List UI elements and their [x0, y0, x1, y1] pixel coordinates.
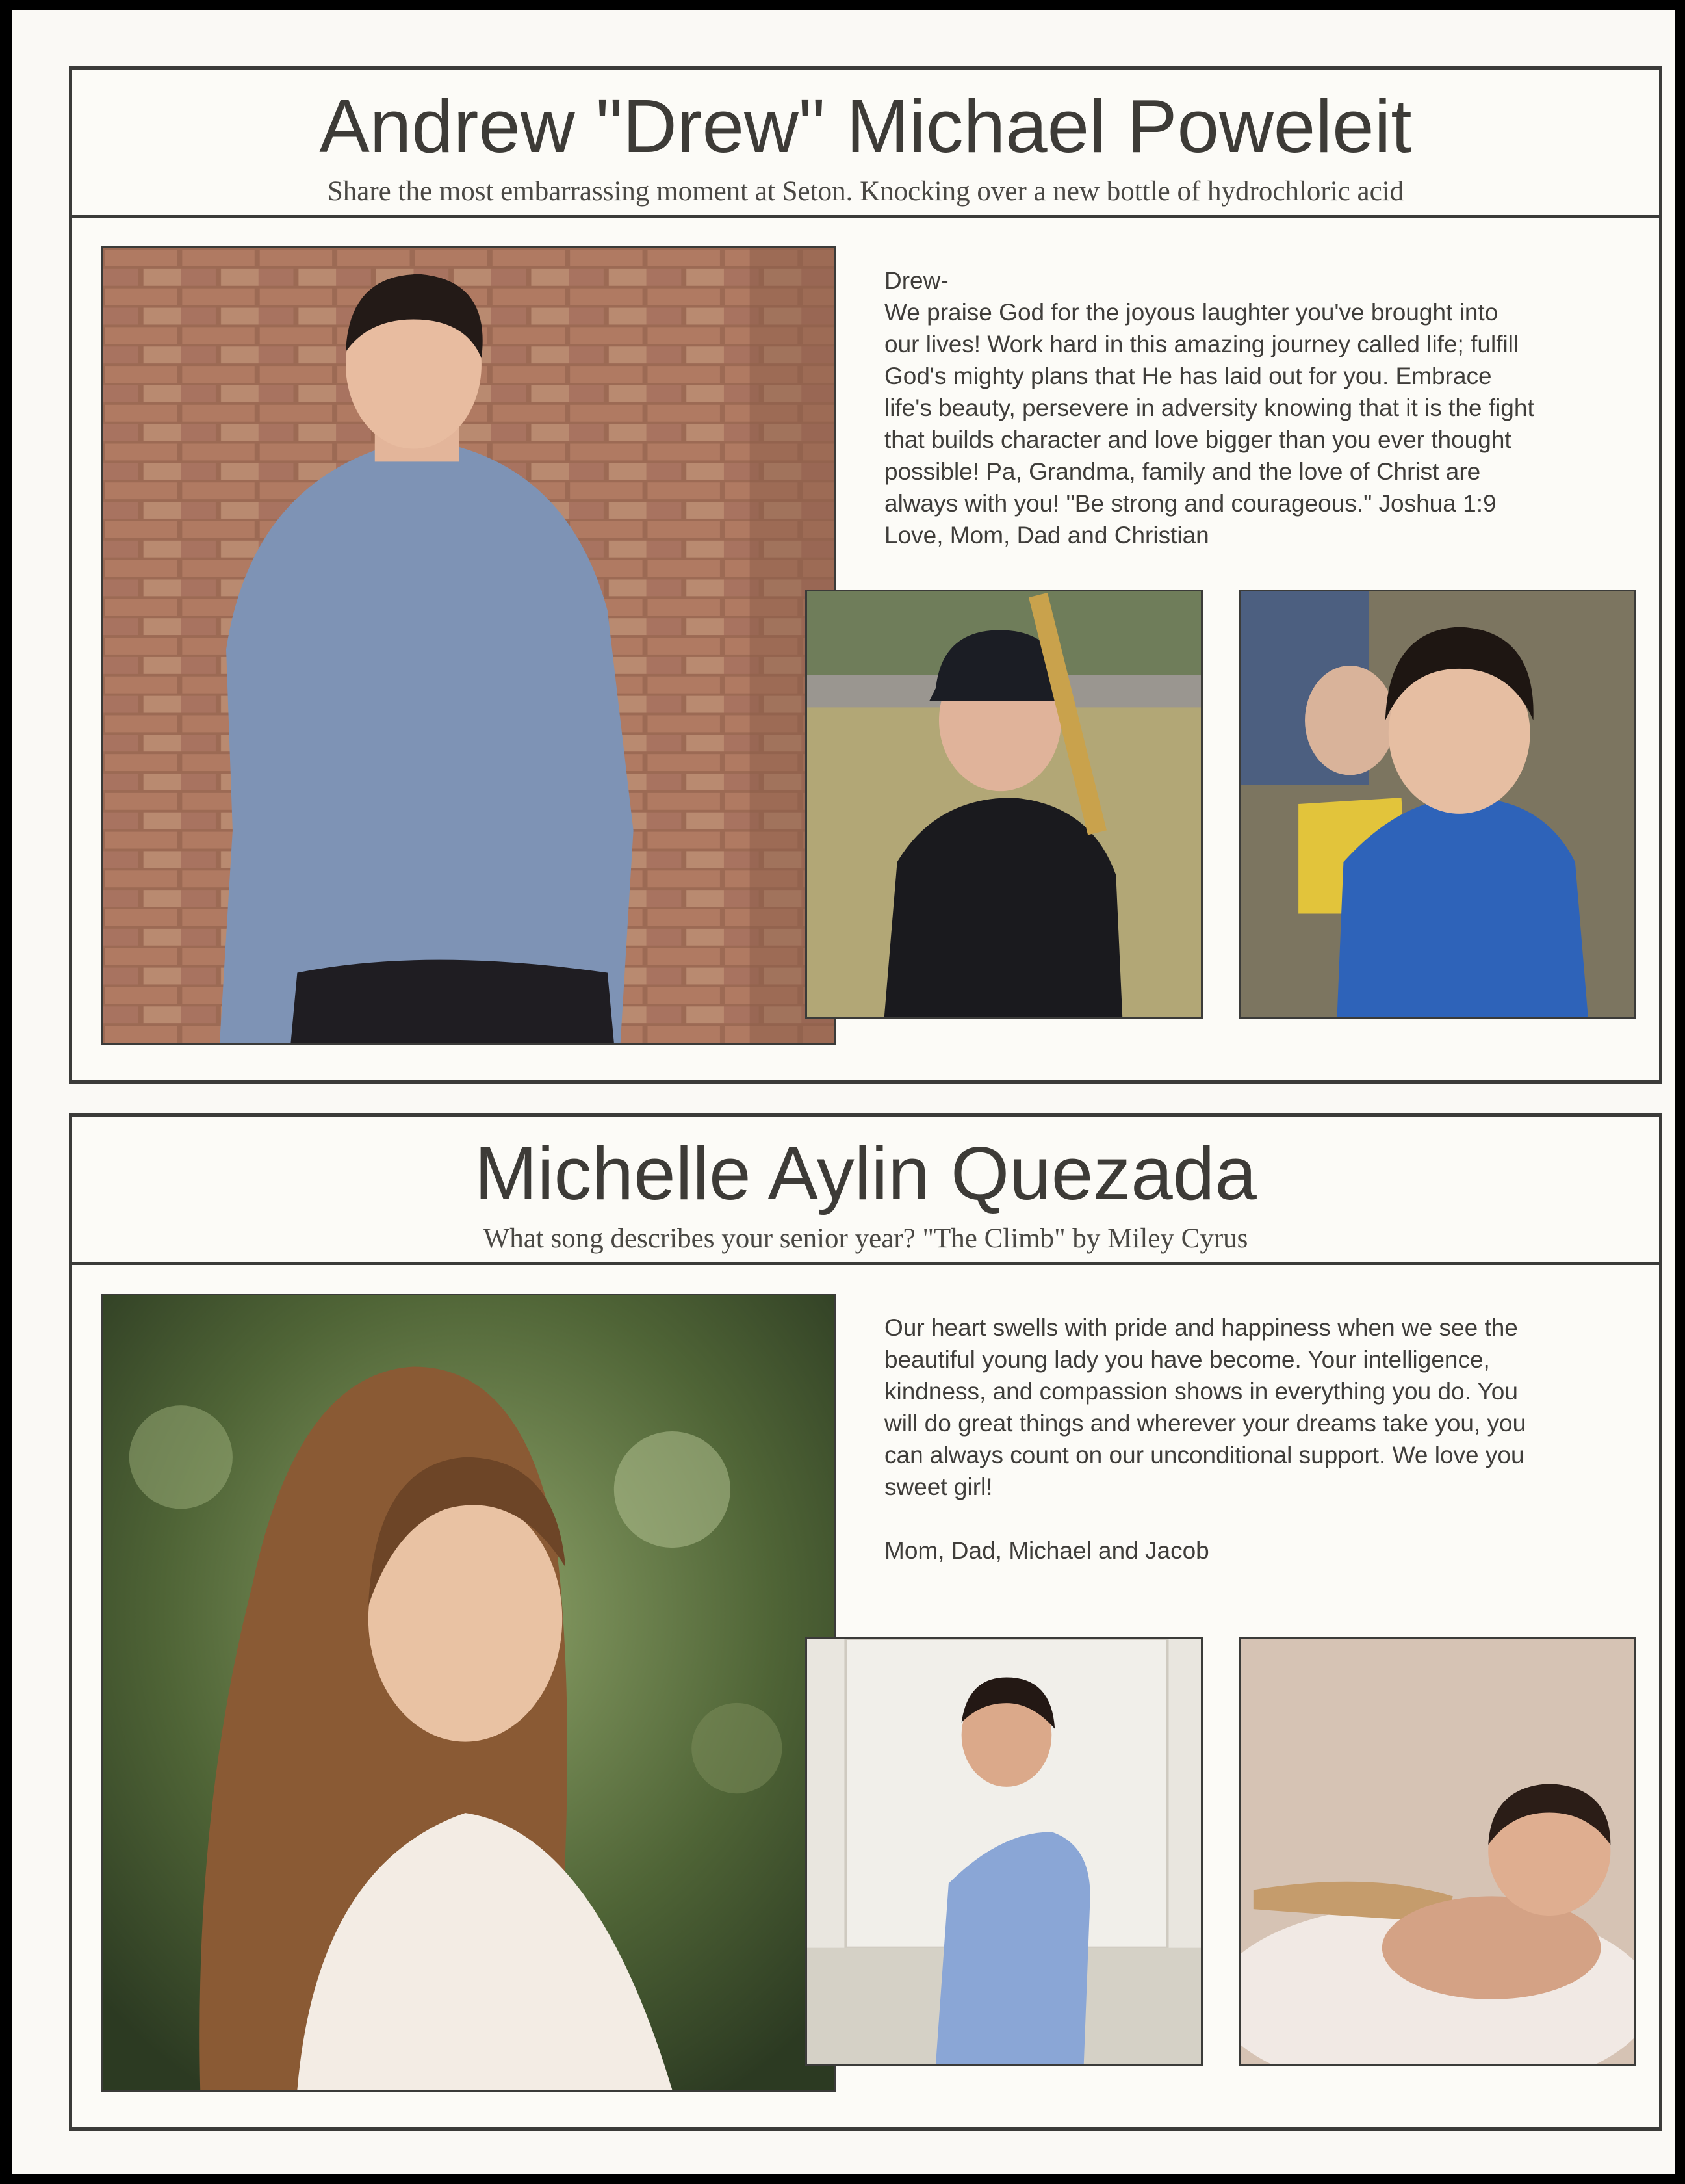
profile-header: [72, 1117, 1659, 1265]
message-signature: Mom, Dad, Michael and Jacob: [884, 1537, 1209, 1564]
senior-portrait-photo: [101, 1294, 836, 2092]
parent-message: [884, 1312, 1632, 1566]
senior-question: What song describes your senior year? "The Climb" by Miley Cyrus: [483, 1223, 1248, 1254]
childhood-toddler-photo: [1239, 590, 1636, 1019]
message-line: We praise God for the joyous laughter you've brought into: [884, 299, 1498, 326]
message-line: life's beauty, persevere in adversity knowing that it is the fight: [884, 395, 1534, 421]
childhood-dress-photo: [805, 1637, 1203, 2066]
message-line: Love, Mom, Dad and Christian: [884, 522, 1209, 549]
message-line: will do great things and wherever your dreams take you, you: [884, 1410, 1526, 1436]
senior-profile-drew: [69, 66, 1662, 1084]
yearbook-page: [12, 10, 1675, 2174]
message-line: that builds character and love bigger than you ever thought: [884, 426, 1511, 453]
message-line: always with you! "Be strong and courageous." Joshua 1:9: [884, 490, 1497, 517]
parent-message: [884, 265, 1632, 551]
message-line: God's mighty plans that He has laid out for you. Embrace: [884, 363, 1492, 389]
baby-photo: [1239, 1637, 1636, 2066]
senior-name: Michelle Aylin Quezada: [474, 1131, 1257, 1216]
message-line: sweet girl!: [884, 1474, 993, 1500]
message-line: beautiful young lady you have become. Your intelligence,: [884, 1346, 1490, 1373]
senior-profile-michelle: [69, 1113, 1662, 2131]
message-line: our lives! Work hard in this amazing journey called life; fulfill: [884, 331, 1519, 358]
childhood-baseball-photo: [805, 590, 1203, 1019]
message-line: Drew-: [884, 267, 949, 294]
message-line: possible! Pa, Grandma, family and the love of Christ are: [884, 458, 1481, 485]
senior-question: Share the most embarrassing moment at Seton. Knocking over a new bottle of hydrochloric acid: [327, 176, 1404, 207]
message-line: Our heart swells with pride and happiness when we see the: [884, 1314, 1518, 1341]
profile-header: [72, 70, 1659, 218]
senior-name: Andrew "Drew" Michael Poweleit: [319, 84, 1412, 168]
senior-portrait-photo: [101, 246, 836, 1045]
message-line: kindness, and compassion shows in everything you do. You: [884, 1378, 1518, 1405]
message-line: can always count on our unconditional support. We love you: [884, 1442, 1524, 1468]
